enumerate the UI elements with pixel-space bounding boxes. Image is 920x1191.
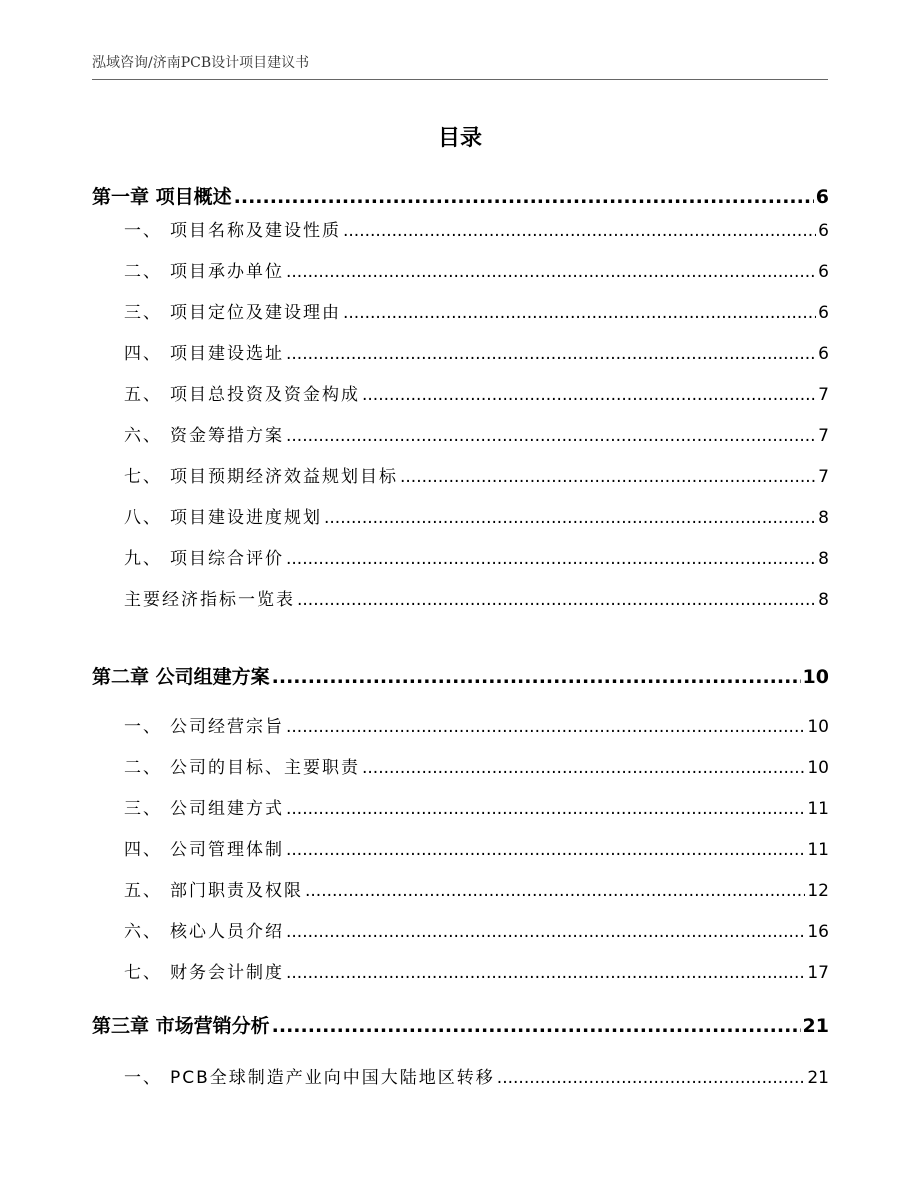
dot-leader <box>400 463 816 491</box>
toc-entry-page: 6 <box>815 186 829 208</box>
toc-entry-text: 公司组建方式 <box>170 799 284 819</box>
toc-entry-section[interactable] <box>124 217 829 245</box>
toc-entry-section[interactable] <box>124 754 829 782</box>
dot-leader <box>343 217 816 245</box>
toc-entry-chapter[interactable] <box>92 1011 829 1041</box>
dot-leader <box>286 836 805 864</box>
page-title: 目录 <box>437 126 482 151</box>
dot-leader <box>272 662 801 692</box>
dot-leader <box>272 1011 801 1041</box>
toc-entry-page: 12 <box>807 881 829 901</box>
toc-entry-section[interactable] <box>124 299 829 327</box>
toc-entry-page: 10 <box>802 666 829 688</box>
toc-entry-page: 7 <box>818 467 829 487</box>
dot-leader <box>286 340 816 368</box>
dot-leader <box>286 795 805 823</box>
dot-leader <box>286 422 816 450</box>
toc-entry-number: 第二章 <box>92 666 150 688</box>
toc-entry-number: 第一章 <box>92 186 150 208</box>
toc-entry-text: 项目概述 <box>155 186 232 208</box>
dot-leader <box>497 1064 806 1092</box>
header-divider <box>92 79 828 80</box>
toc-entry-page: 17 <box>807 963 829 983</box>
toc-entry-text: 项目综合评价 <box>170 549 284 569</box>
toc-entry-page: 21 <box>802 1015 829 1037</box>
toc-entry-text: 核心人员介绍 <box>170 922 284 942</box>
toc-entry-text: 主要经济指标一览表 <box>124 590 295 610</box>
toc-entry-page: 7 <box>818 426 829 446</box>
running-header: 泓域咨询/济南PCB设计项目建议书 <box>92 55 310 71</box>
toc-entry-section[interactable] <box>124 545 829 573</box>
toc-entry-section[interactable] <box>124 918 829 946</box>
toc-entry-number: 四、 <box>124 840 162 860</box>
toc-entry-page: 7 <box>818 385 829 405</box>
dot-leader <box>286 959 805 987</box>
toc-entry-text: 公司组建方案 <box>155 666 270 688</box>
dot-leader <box>286 258 816 286</box>
toc-entry-number: 一、 <box>124 1068 162 1088</box>
toc-entry-page: 11 <box>807 799 829 819</box>
toc-entry-page: 10 <box>807 758 829 778</box>
toc-entry-section[interactable] <box>124 877 829 905</box>
toc-entry-text: 项目承办单位 <box>170 262 284 282</box>
toc-entry-number: 八、 <box>124 508 162 528</box>
toc-entry-chapter[interactable] <box>92 182 829 212</box>
toc-entry-section[interactable] <box>124 504 829 532</box>
toc-entry-text: 项目总投资及资金构成 <box>170 385 360 405</box>
toc-entry-text: 项目定位及建设理由 <box>170 303 341 323</box>
dot-leader <box>324 504 816 532</box>
toc-entry-page: 6 <box>818 303 829 323</box>
toc-entry-section[interactable] <box>124 258 829 286</box>
toc-entry-chapter[interactable] <box>92 662 829 692</box>
toc-entry-section[interactable] <box>124 586 829 614</box>
toc-entry-text: 部门职责及权限 <box>170 881 303 901</box>
toc-entry-number: 三、 <box>124 303 162 323</box>
toc-entry-section[interactable] <box>124 713 829 741</box>
dot-leader <box>234 182 814 212</box>
toc-entry-section[interactable] <box>124 381 829 409</box>
toc-entry-text: 项目建设进度规划 <box>170 508 322 528</box>
toc-entry-section[interactable] <box>124 1064 829 1092</box>
toc-entry-page: 6 <box>818 262 829 282</box>
toc-entry-text: 公司经营宗旨 <box>170 717 284 737</box>
toc-entry-text: 项目名称及建设性质 <box>170 221 341 241</box>
dot-leader <box>305 877 805 905</box>
toc-entry-number: 四、 <box>124 344 162 364</box>
toc-entry-number: 六、 <box>124 922 162 942</box>
toc-entry-page: 8 <box>818 549 829 569</box>
toc-entry-number: 二、 <box>124 758 162 778</box>
dot-leader <box>286 918 805 946</box>
toc-entry-page: 8 <box>818 590 829 610</box>
toc-entry-section[interactable] <box>124 959 829 987</box>
toc-entry-text: 市场营销分析 <box>155 1015 270 1037</box>
toc-entry-page: 8 <box>818 508 829 528</box>
toc-entry-number: 七、 <box>124 467 162 487</box>
dot-leader <box>286 713 805 741</box>
toc-entry-number: 五、 <box>124 881 162 901</box>
toc-entry-text: PCB全球制造产业向中国大陆地区转移 <box>170 1068 495 1088</box>
toc-entry-text: 资金筹措方案 <box>170 426 284 446</box>
dot-leader <box>362 381 816 409</box>
toc-entry-section[interactable] <box>124 422 829 450</box>
toc-entry-section[interactable] <box>124 340 829 368</box>
toc-entry-page: 11 <box>807 840 829 860</box>
toc-entry-number: 一、 <box>124 717 162 737</box>
toc-entry-page: 16 <box>807 922 829 942</box>
dot-leader <box>286 545 816 573</box>
toc-entry-text: 公司管理体制 <box>170 840 284 860</box>
toc-entry-section[interactable] <box>124 836 829 864</box>
toc-entry-page: 21 <box>807 1068 829 1088</box>
toc-entry-section[interactable] <box>124 463 829 491</box>
toc-entry-number: 九、 <box>124 549 162 569</box>
toc-entry-section[interactable] <box>124 795 829 823</box>
toc-entry-number: 二、 <box>124 262 162 282</box>
toc-entry-number: 六、 <box>124 426 162 446</box>
toc-entry-number: 三、 <box>124 799 162 819</box>
toc-entry-page: 6 <box>818 221 829 241</box>
toc-entry-page: 10 <box>807 717 829 737</box>
toc-entry-number: 一、 <box>124 221 162 241</box>
toc-entry-number: 第三章 <box>92 1015 150 1037</box>
toc-entry-text: 项目预期经济效益规划目标 <box>170 467 398 487</box>
dot-leader <box>343 299 816 327</box>
toc-entry-number: 五、 <box>124 385 162 405</box>
toc-entry-page: 6 <box>818 344 829 364</box>
dot-leader <box>297 586 816 614</box>
toc-entry-text: 财务会计制度 <box>170 963 284 983</box>
toc-entry-number: 七、 <box>124 963 162 983</box>
toc-entry-text: 项目建设选址 <box>170 344 284 364</box>
dot-leader <box>362 754 805 782</box>
toc-entry-text: 公司的目标、主要职责 <box>170 758 360 778</box>
